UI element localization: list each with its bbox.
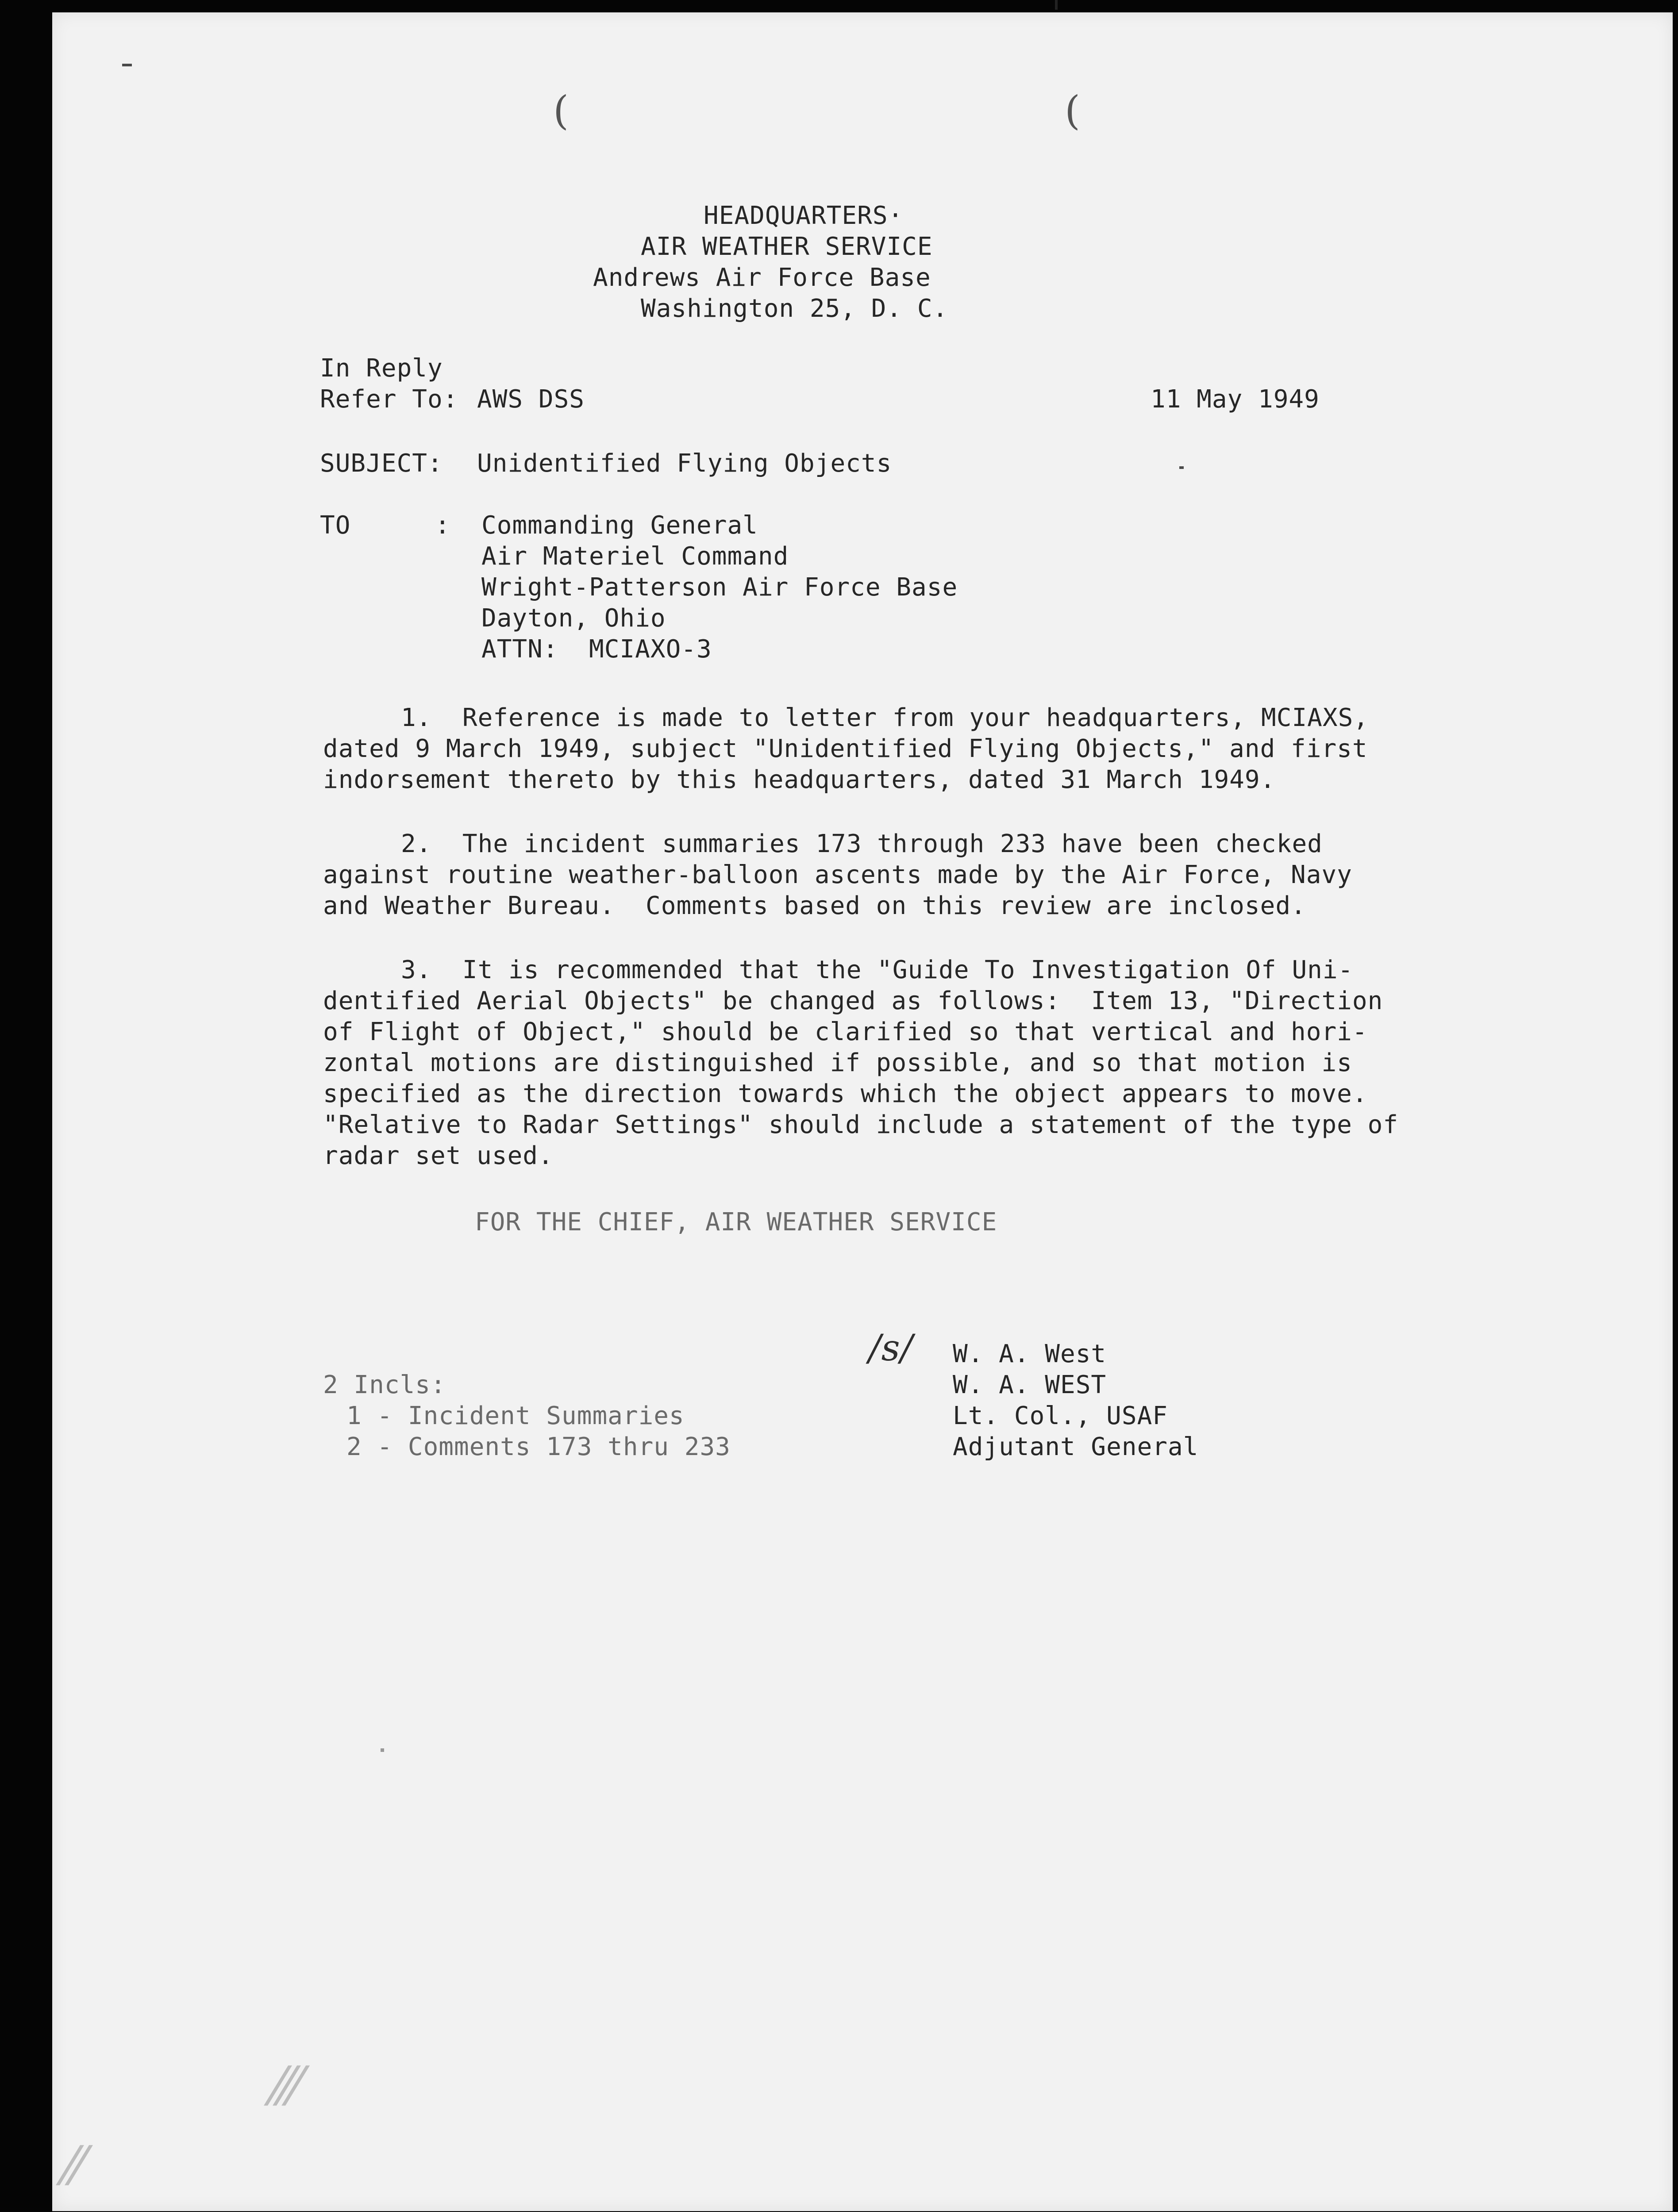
signature-signed: W. A. West [953,1340,1107,1368]
paragraph-1-line-2: dated 9 March 1949, subject "Unidentified Flying Objects," and first [323,734,1368,763]
top-edge-tick [1055,0,1058,10]
refer-to-code: AWS DSS [477,385,585,414]
paragraph-3-line-3: of Flight of Object," should be clarified so that vertical and hori- [323,1018,1368,1046]
paragraph-2-line-1: 2. The incident summaries 173 through 233 have been checked [401,830,1323,858]
signature-title: Adjutant General [953,1432,1199,1461]
signature-mark: /s/ [869,1327,913,1369]
inclosure-item-1: 1 - Incident Summaries [346,1402,685,1430]
letterhead-line-1: HEADQUARTERS· [704,201,904,230]
signature-rank: Lt. Col., USAF [953,1402,1168,1430]
subject-text: Unidentified Flying Objects [477,449,892,478]
to-line-3: Wright-Patterson Air Force Base [481,573,958,602]
letterhead-line-2: AIR WEATHER SERVICE [641,232,933,261]
paragraph-1-line-3: indorsement thereto by this headquarters, dated 31 March 1949. [323,765,1276,794]
dust-speck [381,1748,384,1752]
refer-to-label: Refer To: [320,385,458,414]
margin-tick [122,64,132,66]
to-colon: : [435,511,450,540]
inclosure-item-2: 2 - Comments 173 thru 233 [346,1432,731,1461]
to-label: TO [320,511,351,540]
paragraph-1-line-1: 1. Reference is made to letter from your headquarters, MCIAXS, [401,703,1369,732]
signature-name: W. A. WEST [953,1371,1107,1399]
for-the-chief-line: FOR THE CHIEF, AIR WEATHER SERVICE [475,1208,997,1237]
in-reply-label: In Reply [320,354,443,383]
paragraph-3-line-1: 3. It is recommended that the "Guide To Investigation Of Uni- [401,956,1354,984]
film-scratch-mark: ⁄⁄⁄ [273,2056,300,2118]
paragraph-2-line-2: against routine weather-balloon ascents made by the Air Force, Navy [323,860,1352,889]
to-line-4: Dayton, Ohio [481,604,666,633]
paragraph-2-line-3: and Weather Bureau. Comments based on this review are inclosed. [323,891,1306,920]
letterhead-line-4: Washington 25, D. C. [641,294,948,323]
stray-mark [1179,466,1184,469]
to-line-1: Commanding General [481,511,758,540]
paragraph-3-line-7: radar set used. [323,1141,554,1170]
paragraph-3-line-6: "Relative to Radar Settings" should include a statement of the type of [323,1110,1399,1139]
inclosures-header: 2 Incls: [323,1371,446,1399]
film-scratch-mark-2: ⁄⁄ [65,2136,84,2197]
paragraph-3-line-4: zontal motions are distinguished if possible, and so that motion is [323,1048,1352,1077]
margin-paren-left: ( [553,88,569,134]
paragraph-3-line-5: specified as the direction towards which the object appears to move. [323,1079,1368,1108]
document-page [52,12,1673,2211]
paragraph-3-line-2: dentified Aerial Objects" be changed as follows: Item 13, "Direction [323,987,1383,1015]
margin-paren-right: ( [1065,88,1081,134]
to-line-2: Air Materiel Command [481,542,789,571]
letter-date: 11 May 1949 [1151,385,1320,414]
subject-label: SUBJECT: [320,449,443,478]
letterhead-line-3: Andrews Air Force Base [593,263,931,292]
to-line-5: ATTN: MCIAXO-3 [481,635,712,664]
